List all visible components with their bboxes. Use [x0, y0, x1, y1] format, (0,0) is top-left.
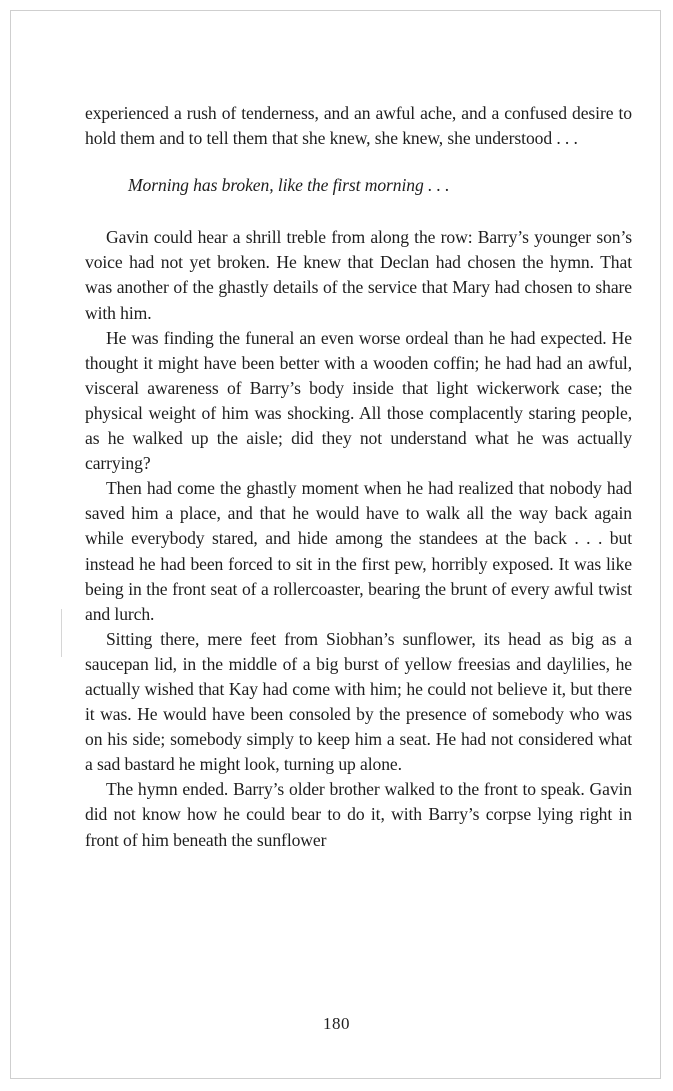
- page: [10, 10, 661, 1079]
- body-text: [85, 101, 632, 853]
- paragraph: The hymn ended. Barry’s older brother walked to the front to speak. Gavin did not know how he could bear to do it, with Barry’s corpse lying right in front of him beneath the sunflower: [85, 779, 632, 850]
- scan-margin-mark: [61, 609, 62, 657]
- paragraph: Then had come the ghastly moment when he had realized that nobody had saved him a place, and that he would have to walk all the way back again while everybody stared, and hide among the standees at the back . . . but instead he had been forced to sit in the first pew, horribly exposed. It was like being in the front seat of a rollercoaster, bearing the brunt of every awful twist and lurch.: [85, 478, 632, 624]
- paragraph-continuation: experienced a rush of tenderness, and an awful ache, and a confused desire to hold them and to tell them that she knew, she knew, she understood . . .: [85, 103, 632, 149]
- paragraph: He was finding the funeral an even worse ordeal than he had expected. He thought it might have been better with a wooden coffin; he had had an awful, visceral awareness of Barry’s body inside that light wickerwork case; the physical weight of him was shocking. All those complacently staring people, as he walked up the aisle; did they not understand what he was actually carrying?: [85, 327, 632, 474]
- paragraph: Gavin could hear a shrill treble from along the row: Barry’s younger son’s voice had not yet broken. He knew that Declan had chosen the hymn. That was another of the ghastly details of the service that Mary had chosen to share with him.: [85, 227, 632, 323]
- hymn-epigraph: Morning has broken, like the first morning . . .: [128, 175, 450, 196]
- paragraph: Sitting there, mere feet from Siobhan’s sunflower, its head as big as a saucepan lid, in the middle of a big burst of yellow freesias and daylilies, he actually wished that Kay had come with him; he could not believe it, but there it was. He would have been consoled by the presence of somebody who was on his side; somebody simply to keep him a seat. He had not considered what a sad bastard he might look, turning up alone.: [85, 628, 632, 775]
- page-number: 180: [323, 1014, 350, 1033]
